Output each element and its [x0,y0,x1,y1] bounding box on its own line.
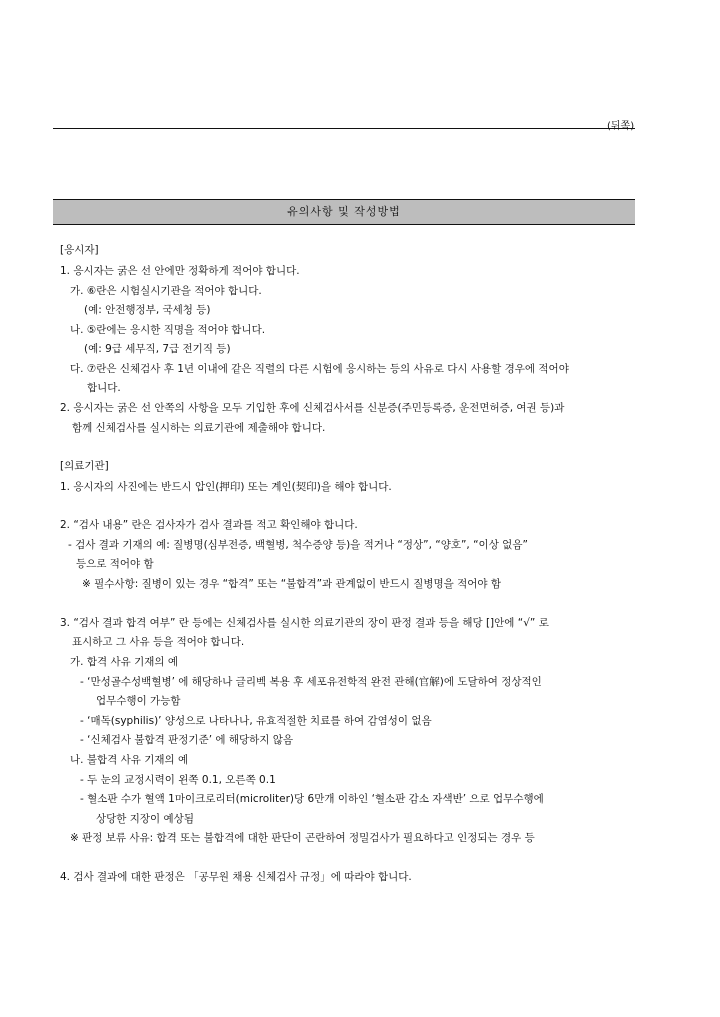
page-side-label: (뒤쪽) [607,121,635,132]
medical-line: - ‘신체검사 불합격 판정기준’ 에 해당하지 않음 [80,734,294,746]
medical-line: 나. 불합격 사유 기재의 예 [70,754,189,766]
applicant-line: 2. 응시자는 굵은 선 안쪽의 사항을 모두 기입한 후에 신체검사서를 신분증(주민등록증, 운전면허증, 여권 등)과 [60,402,565,414]
medical-line: 1. 응시자의 사진에는 반드시 압인(押印) 또는 계인(契印)을 해야 합니다. [60,481,392,493]
medical-line: ※ 판정 보류 사유: 합격 또는 불합격에 대한 판단이 곤란하여 정밀검사가 필요하다고 인정되는 경우 등 [70,832,535,844]
section-title: 유의사항 및 작성방법 [53,199,635,225]
applicant-line: (예: 9급 세무직, 7급 전기직 등) [84,343,231,355]
medical-line: 3. “검사 결과 합격 여부” 란 등에는 신체검사를 실시한 의료기관의 장이 판정 결과 등을 해당 []안에 “√” 로 [60,617,549,629]
medical-line: - ‘만성골수성백혈병’ 에 해당하나 글리벡 복용 후 세포유전학적 완전 관해(官解)에 도달하여 정상적인 [80,676,542,688]
medical-line: 4. 검사 결과에 대한 판정은 「공무원 채용 신체검사 규정」에 따라야 합니다. [60,871,412,883]
applicant-line: 가. ⑥란은 시험실시기관을 적어야 합니다. [70,285,262,297]
applicant-line: 합니다. [87,382,121,394]
medical-line: 상당한 지장이 예상됨 [96,813,194,825]
applicant-line: 다. ⑦란은 신체검사 후 1년 이내에 같은 직렬의 다른 시험에 응시하는 등의 사유로 다시 사용할 경우에 적어야 [70,363,569,375]
medical-heading: [의료기관] [60,460,109,472]
medical-line: - 혈소판 수가 혈액 1마이크로리터(microliter)당 6만개 이하인 ‘혈소판 감소 자색반’ 으로 업무수행에 [80,793,544,805]
medical-line: - 검사 결과 기재의 예: 질병명(심부전증, 백혈병, 척수증양 등)을 적거나 “정상”, “양호”, “이상 없음” [68,539,528,551]
medical-line: 업무수행이 가능함 [96,695,181,707]
applicant-line: (예: 안전행정부, 국세청 등) [84,304,211,316]
applicant-line: 함께 신체검사를 실시하는 의료기관에 제출해야 합니다. [72,422,326,434]
medical-line: - ‘매독(syphilis)’ 양성으로 나타나나, 유효적절한 치료를 하여 감염성이 없음 [80,715,432,727]
medical-line: 표시하고 그 사유 등을 적어야 합니다. [72,636,245,648]
top-divider [53,128,635,129]
medical-line: 2. “검사 내용” 란은 검사자가 검사 결과를 적고 확인해야 합니다. [60,519,358,531]
medical-line: - 두 눈의 교정시력이 왼쪽 0.1, 오른쪽 0.1 [80,774,276,786]
applicant-line: 1. 응시자는 굵은 선 안에만 정확하게 적어야 합니다. [60,265,300,277]
applicant-line: 나. ⑤란에는 응시한 직명을 적어야 합니다. [70,324,266,336]
medical-line: 등으로 적어야 함 [76,558,154,570]
medical-line: 가. 합격 사유 기재의 예 [70,656,178,668]
applicant-heading: [응시자] [60,244,99,256]
medical-line: ※ 필수사항: 질병이 있는 경우 “합격” 또는 “불합격”과 관계없이 반드시 질병명을 적어야 함 [82,578,502,590]
